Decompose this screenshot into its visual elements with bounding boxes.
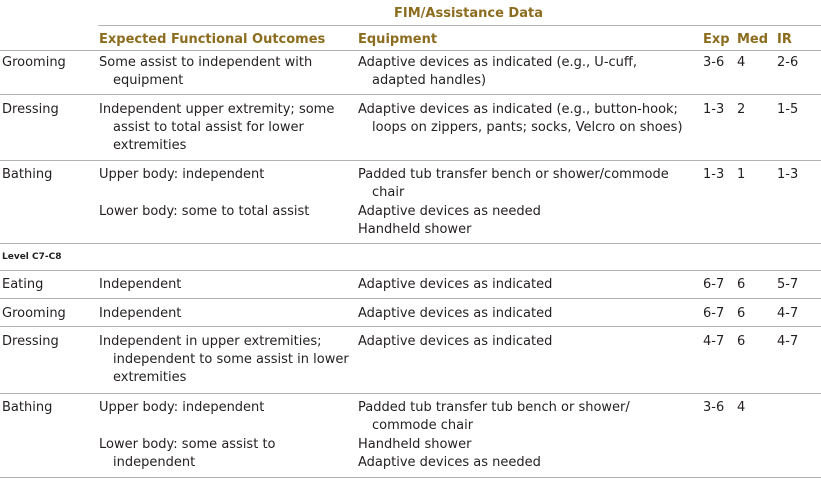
med-value: 1	[737, 167, 746, 182]
med-value: 4	[737, 400, 746, 415]
fim-assistance-header: FIM/Assistance Data	[394, 6, 543, 21]
col-header-equipment: Equipment	[358, 32, 438, 47]
row-divider	[0, 94, 821, 95]
outcome-text: Independent upper extremity; some assist to total assist for lower extremities	[99, 102, 335, 153]
outcome-text: Upper body: independent	[99, 400, 265, 415]
ir-value: 1-5	[777, 102, 799, 117]
equipment-text: Adaptive devices as needed	[358, 204, 541, 219]
equipment-text: Adaptive devices as indicated	[358, 306, 553, 321]
row-divider	[0, 50, 821, 51]
med-value: 6	[737, 277, 746, 292]
row-divider	[0, 477, 821, 478]
row-divider	[0, 160, 821, 161]
col-header-ir: IR	[777, 32, 792, 47]
outcome-text: Upper body: independent	[99, 167, 265, 182]
equipment-text: Adaptive devices as indicated (e.g., button-hook; loops on zippers, pants; socks, Velcro on shoes)	[358, 102, 683, 135]
outcome-text: Independent	[99, 306, 182, 321]
ir-value: 2-6	[777, 55, 799, 70]
col-header-exp: Exp	[703, 32, 730, 47]
outcome-text: Independent in upper extremities; independent to some assist in lower extremities	[99, 334, 349, 385]
exp-value: 1-3	[703, 102, 725, 117]
row-divider	[0, 393, 821, 394]
row-divider	[0, 326, 821, 327]
ir-value: 4-7	[777, 334, 799, 349]
outcome-text: Lower body: some to total assist	[99, 204, 310, 219]
exp-value: 1-3	[703, 167, 725, 182]
equipment-text: Padded tub transfer tub bench or shower/ commode chair	[358, 400, 630, 433]
header-divider	[98, 25, 821, 26]
equipment-text: Padded tub transfer bench or shower/commode chair	[358, 167, 669, 200]
equipment-text: Adaptive devices as needed	[358, 455, 541, 470]
equipment-text: Handheld shower	[358, 437, 472, 452]
activity-label: Dressing	[2, 334, 59, 349]
exp-value: 3-6	[703, 55, 725, 70]
outcome-text: Independent	[99, 277, 182, 292]
equipment-text: Handheld shower	[358, 222, 472, 237]
exp-value: 6-7	[703, 306, 725, 321]
exp-value: 4-7	[703, 334, 725, 349]
activity-label: Grooming	[2, 55, 66, 70]
col-header-outcomes: Expected Functional Outcomes	[99, 32, 326, 47]
activity-label: Bathing	[2, 400, 53, 415]
equipment-text: Adaptive devices as indicated	[358, 334, 553, 349]
row-divider	[0, 270, 821, 271]
ir-value: 5-7	[777, 277, 799, 292]
outcome-text: Lower body: some assist to independent	[99, 437, 276, 470]
exp-value: 6-7	[703, 277, 725, 292]
med-value: 6	[737, 306, 746, 321]
activity-label: Eating	[2, 277, 44, 292]
activity-label: Grooming	[2, 306, 66, 321]
level-label: Level C7-C8	[2, 252, 62, 262]
col-header-med: Med	[737, 32, 769, 47]
med-value: 6	[737, 334, 746, 349]
activity-label: Bathing	[2, 167, 53, 182]
med-value: 4	[737, 55, 746, 70]
equipment-text: Adaptive devices as indicated (e.g., U-cuff, adapted handles)	[358, 55, 637, 88]
row-divider	[0, 298, 821, 299]
activity-label: Dressing	[2, 102, 59, 117]
ir-value: 4-7	[777, 306, 799, 321]
ir-value: 1-3	[777, 167, 799, 182]
equipment-text: Adaptive devices as indicated	[358, 277, 553, 292]
exp-value: 3-6	[703, 400, 725, 415]
med-value: 2	[737, 102, 746, 117]
outcome-text: Some assist to independent with equipment	[99, 55, 313, 88]
row-divider	[0, 243, 821, 244]
